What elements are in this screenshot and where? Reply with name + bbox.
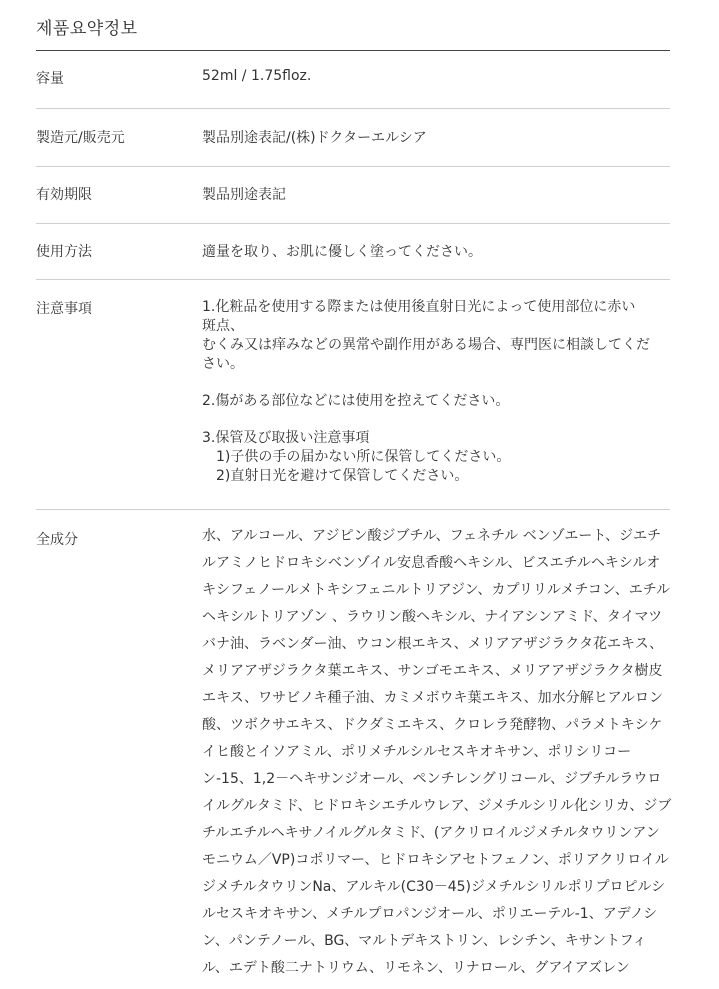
row-divider [36,166,670,167]
row-divider [36,108,670,109]
precaution-line: むくみ又は痒みなどの異常や副作用がある場合、専門医に相談してくだ [202,337,650,353]
row-divider [36,279,670,280]
row-value-ingredients: 水、アルコール、アジピン酸ジブチル、フェネチル ベンゾエート、ジエチルアミノヒドロキシベンゾイル安息香酸ヘキシル、ビスエチルヘキシルオキシフェノールメトキシフェニルトリアジン、カプリリルメチコン、エチルヘキシルトリアゾン 、ラウリン酸ヘキシル、ナイアシンアミド、タイマツバナ油、ラベンダー油、ウコン根エキス、メリアアザジラクタ花エキス、メリアアザジラクタ葉エキス、サンゴモエキス、メリアアザジラクタ樹皮エキス、ワサビノキ種子油、カミメボウキ葉エキス、加水分解ヒアルロン酸、ツボクサエキス、ドクダミエキス、クロレラ発酵物、パラメトキシケイヒ酸とイソアミル、ポリメチルシルセスキオキサン、ポリシリコーン-15、1,2－ヘキサンジオール、ペンチレングリコール、ジブチルラウロイルグルタミド、ヒドロキシエチルウレア、ジメチルシリル化シリカ、ジブチルエチルヘキサノイルグルタミド、(アクリロイルジメチルタウリンアンモニウム／VP)コポリマー、ヒドロキシアセトフェノン、ポリアクリロイルジメチルタウリンNa、アルキル(C30－45)ジメチルシリルポリプロピルシルセスキオキサン、メチルプロパンジオール、ポリエーテル-1、アデノシン、パンテノール、BG、マルトデキストリン、レシチン、キサントフィル、エデト酸二ナトリウム、リモネン、リナロール、グアイアズレン [202,528,672,976]
spacer [202,374,672,392]
spacer [202,411,672,429]
row-divider [36,223,670,224]
row-label-precautions: 注意事項 [36,301,92,317]
row-label-manufacturer: 製造元/販売元 [36,130,125,146]
row-label-ingredients: 全成分 [36,532,78,548]
precaution-line: 3.保管及び取扱い注意事項 [202,430,370,446]
section-title: 제품요약정보 [36,19,138,39]
precaution-line: さい。 [202,356,244,372]
precaution-line: 2.傷がある部位などには使用を控えてください。 [202,393,510,409]
precaution-line: 斑点、 [202,318,244,334]
row-value-manufacturer: 製品別途表記/(株)ドクターエルシア [202,130,427,146]
row-value-usage: 適量を取り、お肌に優しく塗ってください。 [202,244,482,260]
precaution-line: 1)子供の手の届かない所に保管してください。 [202,449,511,465]
row-label-capacity: 容量 [36,71,64,87]
precaution-line: 1.化粧品を使用する際または使用後直射日光によって使用部位に赤い [202,299,636,315]
row-value-capacity: 52ml / 1.75floz. [202,68,312,84]
title-divider [36,50,670,51]
row-value-expiry: 製品別途表記 [202,187,286,203]
row-label-usage: 使用方法 [36,244,92,260]
row-value-precautions [202,298,672,486]
row-label-expiry: 有効期限 [36,187,92,203]
row-divider [36,509,670,510]
precaution-line: 2)直射日光を避けて保管してください。 [202,468,469,484]
